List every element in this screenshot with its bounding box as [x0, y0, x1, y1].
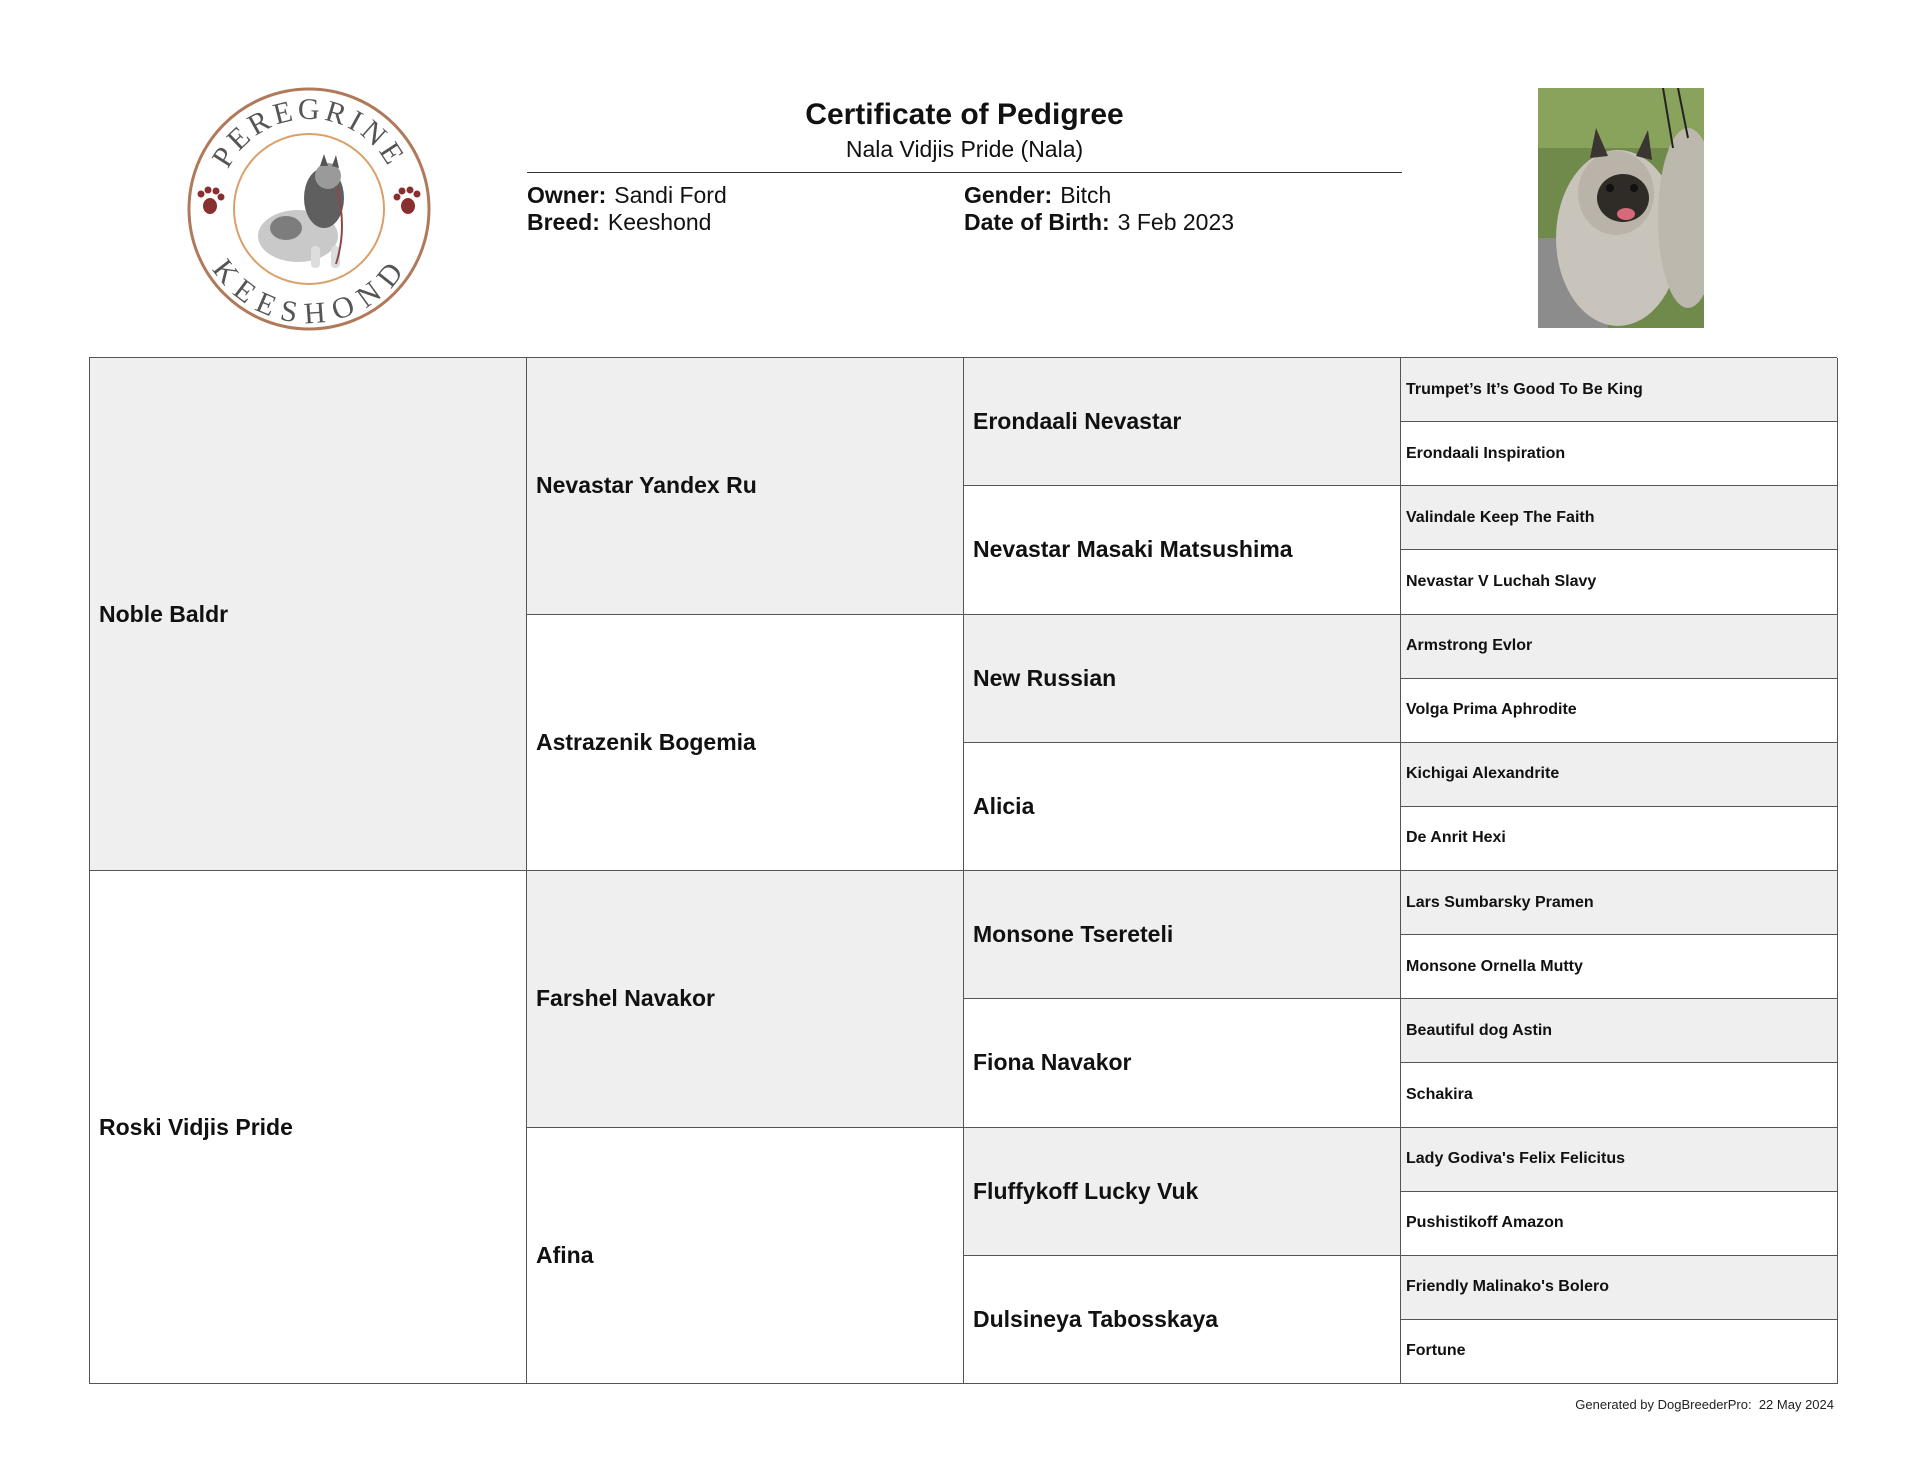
ancestor-name: Farshel Navakor — [536, 985, 715, 1012]
ancestor-name: Trumpet’s It’s Good To Be King — [1406, 380, 1643, 398]
owner-field — [527, 182, 727, 209]
ancestor-name: Nevastar V Luchah Slavy — [1406, 572, 1597, 590]
dob-label: Date of Birth: — [964, 209, 1110, 235]
ancestor-name: Astrazenik Bogemia — [536, 728, 756, 755]
ancestor-cell-gen4 — [1401, 550, 1838, 614]
ancestor-cell-gen4 — [1401, 679, 1838, 743]
ancestor-cell-gen4 — [1401, 871, 1838, 935]
ancestor-name: Monsone Tsereteli — [973, 921, 1174, 948]
ancestor-name: Nevastar Masaki Matsushima — [973, 536, 1293, 563]
ancestor-name: Fiona Navakor — [973, 1049, 1132, 1076]
ancestor-cell-gen4 — [1401, 615, 1838, 679]
generated-footer — [1575, 1397, 1834, 1412]
ancestor-cell-gen3 — [964, 358, 1401, 486]
ancestor-name: Beautiful dog Astin — [1406, 1021, 1553, 1039]
ancestor-name: Schakira — [1406, 1085, 1473, 1103]
ancestor-name: Pushistikoff Amazon — [1406, 1214, 1564, 1232]
sire-cell — [90, 358, 527, 871]
breed-value: Keeshond — [607, 209, 712, 235]
ancestor-name: Nevastar Yandex Ru — [536, 472, 757, 499]
generated-by-text: Generated by DogBreederPro: — [1575, 1397, 1752, 1412]
ancestor-cell-gen4 — [1401, 1256, 1838, 1320]
peregrine-keeshond-logo — [186, 86, 432, 332]
ancestor-name: Alicia — [973, 792, 1035, 819]
ancestor-cell-gen4 — [1401, 1128, 1838, 1192]
ancestor-cell-gen3 — [964, 486, 1401, 614]
logo-top-text: PEREGRINE — [205, 92, 413, 174]
ancestor-cell-gen4 — [1401, 486, 1838, 550]
ancestor-cell-gen4 — [1401, 1320, 1838, 1384]
ancestor-cell-gen4 — [1401, 1192, 1838, 1256]
ancestor-name: Friendly Malinako's Bolero — [1406, 1278, 1609, 1296]
dam-cell — [90, 871, 527, 1384]
ancestor-cell-gen3 — [964, 999, 1401, 1127]
ancestor-cell-gen3 — [964, 1256, 1401, 1384]
ancestor-cell-gen4 — [1401, 743, 1838, 807]
ancestor-cell-gen4 — [1401, 358, 1838, 422]
ancestor-cell-gen3 — [964, 615, 1401, 743]
gender-field — [964, 182, 1111, 209]
ancestor-name: Fortune — [1406, 1342, 1466, 1360]
ancestor-name: Kichigai Alexandrite — [1406, 765, 1560, 783]
dog-name-subtitle: Nala Vidjis Pride (Nala) — [845, 136, 1084, 162]
gender-label: Gender: — [964, 182, 1053, 208]
owner-value: Sandi Ford — [614, 182, 727, 208]
ancestor-cell-gen2 — [527, 615, 964, 872]
generated-date: 22 May 2024 — [1758, 1397, 1834, 1412]
ancestor-name: Afina — [536, 1241, 594, 1268]
logo-bottom-text: KEESHOND — [206, 253, 412, 331]
ancestor-name: Volga Prima Aphrodite — [1406, 701, 1577, 719]
ancestor-cell-gen4 — [1401, 422, 1838, 486]
ancestor-name: New Russian — [973, 664, 1117, 691]
ancestor-cell-gen3 — [964, 1128, 1401, 1256]
ancestor-cell-gen3 — [964, 871, 1401, 999]
ancestor-cell-gen4 — [1401, 999, 1838, 1063]
header-divider — [527, 172, 1402, 173]
ancestor-name: Erondaali Inspiration — [1406, 444, 1566, 462]
gender-value: Bitch — [1060, 182, 1112, 208]
ancestor-name: Fluffykoff Lucky Vuk — [973, 1177, 1199, 1204]
ancestor-cell-gen2 — [527, 1128, 964, 1385]
ancestor-cell-gen3 — [964, 743, 1401, 871]
ancestor-name: Lady Godiva's Felix Felicitus — [1406, 1150, 1625, 1168]
ancestor-name: Lars Sumbarsky Pramen — [1406, 893, 1594, 911]
page-title: Certificate of Pedigree — [805, 98, 1124, 131]
breed-field — [527, 209, 711, 236]
dog-photo — [1538, 88, 1704, 328]
dob-field — [964, 209, 1234, 236]
ancestor-name: Valindale Keep The Faith — [1406, 508, 1595, 526]
ancestor-name: Erondaali Nevastar — [973, 408, 1182, 435]
ancestor-cell-gen4 — [1401, 807, 1838, 871]
certificate-header — [527, 96, 1402, 173]
ancestor-name: Monsone Ornella Mutty — [1406, 957, 1583, 975]
ancestor-cell-gen2 — [527, 358, 964, 615]
owner-label: Owner: — [527, 182, 607, 208]
ancestor-name: Dulsineya Tabosskaya — [973, 1305, 1219, 1332]
ancestor-cell-gen2 — [527, 871, 964, 1128]
sire-name: Noble Baldr — [99, 600, 229, 627]
ancestor-name: Armstrong Evlor — [1406, 637, 1533, 655]
pedigree-table — [89, 357, 1837, 1384]
ancestor-name: De Anrit Hexi — [1406, 829, 1506, 847]
dob-value: 3 Feb 2023 — [1117, 209, 1235, 235]
breed-label: Breed: — [527, 209, 600, 235]
dam-name: Roski Vidjis Pride — [99, 1113, 293, 1140]
ancestor-cell-gen4 — [1401, 1063, 1838, 1127]
ancestor-cell-gen4 — [1401, 935, 1838, 999]
